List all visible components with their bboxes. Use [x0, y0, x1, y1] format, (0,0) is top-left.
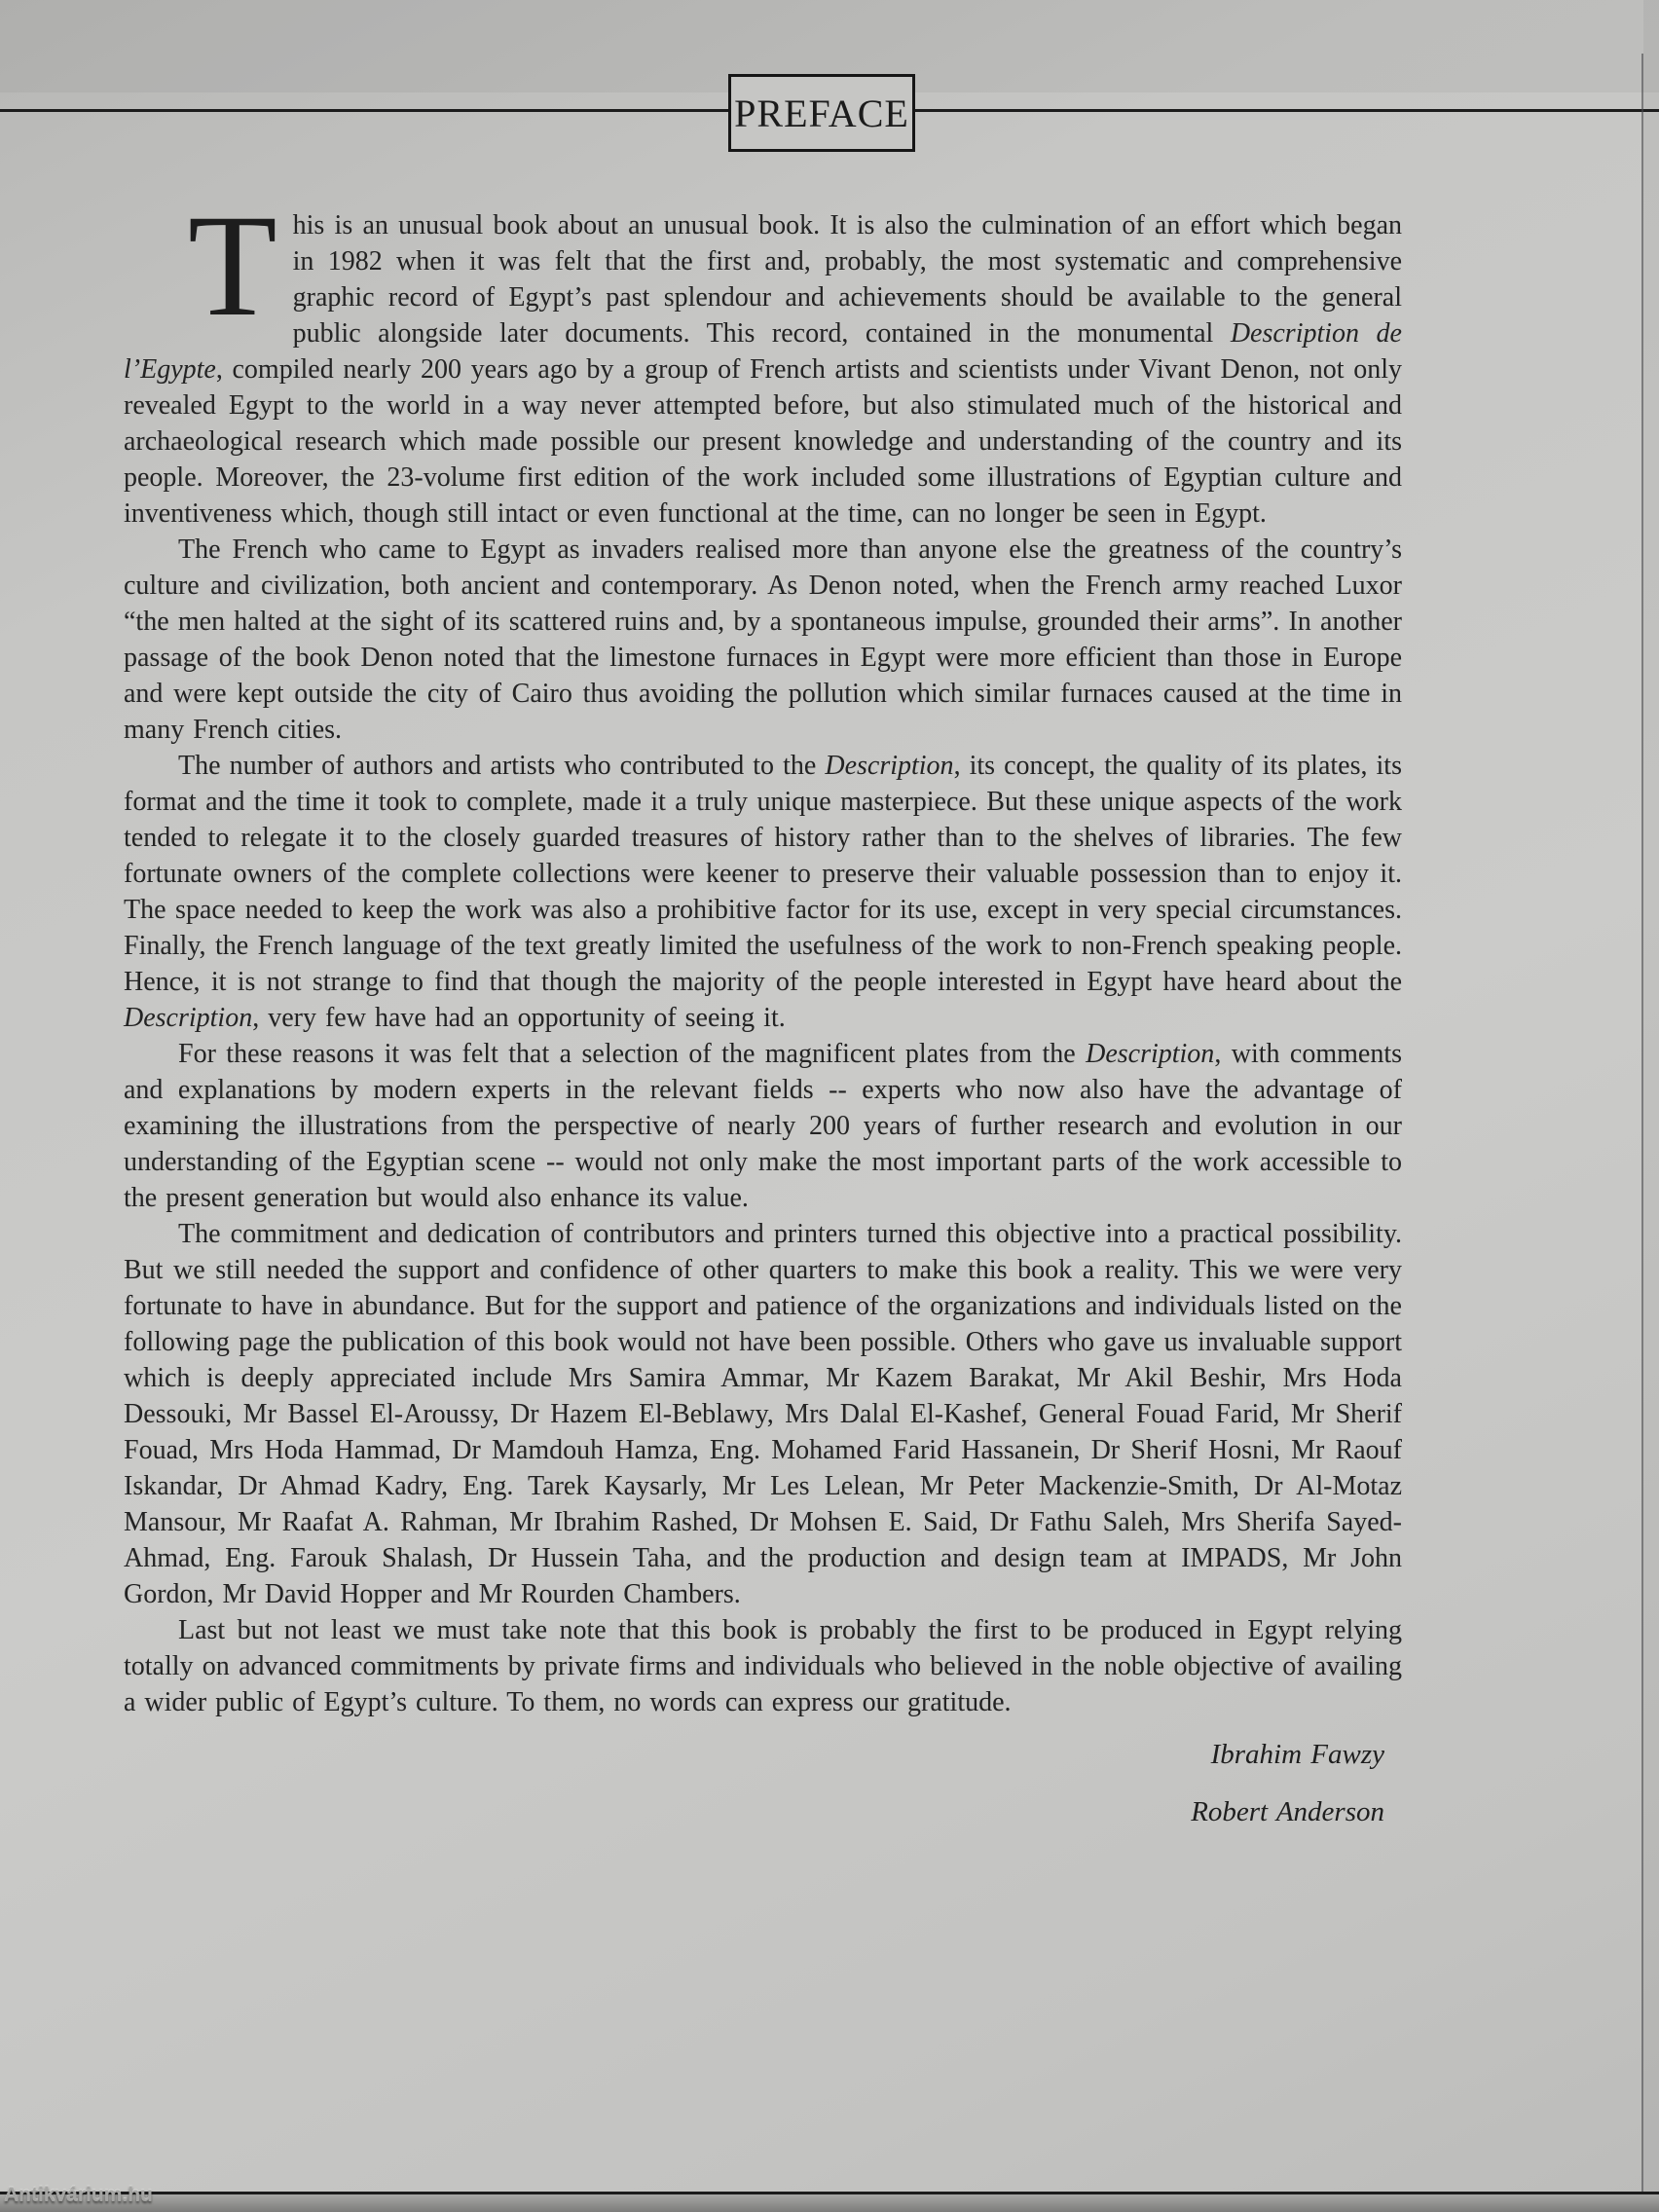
- signature-name: Ibrahim Fawzy: [1210, 1739, 1384, 1770]
- paragraph: The French who came to Egypt as invaders realised more than anyone else the greatness of the country’s culture and civilization, both ancient and contemporary. As Denon noted, when the French army reached Luxor “the men halted at the sight of its scattered ruins and, by a spontaneous impulse, grounded their arms”. In another passage of the book Denon noted that the limestone furnaces in Egypt were more efficient than those in Europe and were kept outside the city of Cairo thus avoiding the pollution which similar furnaces caused at the time in many French cities.: [124, 535, 1402, 745]
- bottom-rule: [0, 2192, 1659, 2194]
- paragraph: This is an unusual book about an unusual book. It is also the culmination of an effort which began in 1982 when it was felt that the first and, probably, the most systematic and comprehensive graphic record of Egypt’s past splendour and achievements should be available to the general public alongside later documents. This record, contained in the monumental Description de l’Egypte, compiled nearly 200 years ago by a group of French artists and scientists under Vivant Denon, not only revealed Egypt to the world in a way never attempted before, but also stimulated much of the historical and archaeological research which made possible our present knowledge and understanding of the country and its people. Moreover, the 23-volume first edition of the work included some illustrations of Egyptian culture and inventiveness which, though still intact or even functional at the time, can no longer be seen in Egypt.: [124, 185, 1402, 529]
- page-title: PREFACE: [734, 91, 909, 135]
- page-edge-line: [1641, 54, 1643, 2194]
- drop-cap: T: [188, 185, 277, 347]
- page-bottom-shadow: [0, 2194, 1659, 2212]
- page-edge-shading: [1643, 0, 1659, 2212]
- paragraph: For these reasons it was felt that a selection of the magnificent plates from the Description, with comments and explanations by modern experts in the relevant fields -- experts who now also have the advantage of examining the illustrations from the perspective of nearly 200 years of further research and evolution in our understanding of the Egyptian scene -- would not only make the most important parts of the work accessible to the present generation but would also enhance its value.: [124, 1039, 1402, 1213]
- paragraph: The commitment and dedication of contributors and printers turned this objective into a practical possibility. But we still needed the support and confidence of other quarters to make this book a reality. This we were very fortunate to have in abundance. But for the support and patience of the organizations and individuals listed on the following page the publication of this book would not have been possible. Others who gave us invaluable support which is deeply appreciated include Mrs Samira Ammar, Mr Kazem Barakat, Mr Akil Beshir, Mrs Hoda Dessouki, Mr Bassel El-Aroussy, Dr Hazem El-Beblawy, Mrs Dalal El-Kashef, General Fouad Farid, Mr Sherif Fouad, Mrs Hoda Hammad, Dr Mamdouh Hamza, Eng. Mohamed Farid Hassanein, Dr Sherif Hosni, Mr Raouf Iskandar, Dr Ahmad Kadry, Eng. Tarek Kaysarly, Mr Les Lelean, Mr Peter Mackenzie-Smith, Dr Al-Motaz Mansour, Mr Raafat A. Rahman, Mr Ibrahim Rashed, Dr Mohsen E. Said, Dr Fathu Saleh, Mrs Sherifa Sayed-Ahmad, Eng. Farouk Shalash, Dr Hussein Taha, and the production and design team at IMPADS, Mr John Gordon, Mr David Hopper and Mr Rourden Chambers.: [124, 1219, 1402, 1609]
- paragraph: The number of authors and artists who contributed to the Description, its concept, the quality of its plates, its format and the time it took to complete, made it a truly unique masterpiece. But these unique aspects of the work tended to relegate it to the closely guarded treasures of history rather than to the shelves of libraries. The few fortunate owners of the complete collections were keener to preserve their valuable possession than to enjoy it. The space needed to keep the work was also a prohibitive factor for its use, except in very special circumstances. Finally, the French language of the text greatly limited the usefulness of the work to non-French speaking people. Hence, it is not strange to find that though the majority of the people interested in Egypt have heard about the Description, very few have had an opportunity of seeing it.: [124, 751, 1402, 1033]
- signature-name: Robert Anderson: [1191, 1796, 1384, 1827]
- signatures: [124, 1726, 1402, 1841]
- preface-text: [124, 185, 1402, 1841]
- preface-title-box: [728, 74, 915, 152]
- watermark: Antikvárium.hu: [4, 2184, 153, 2206]
- paragraph: Last but not least we must take note that this book is probably the first to be produced in Egypt relying totally on advanced commitments by private firms and individuals who believed in the noble objective of availing a wider public of Egypt’s culture. To them, no words can express our gratitude.: [124, 1615, 1402, 1717]
